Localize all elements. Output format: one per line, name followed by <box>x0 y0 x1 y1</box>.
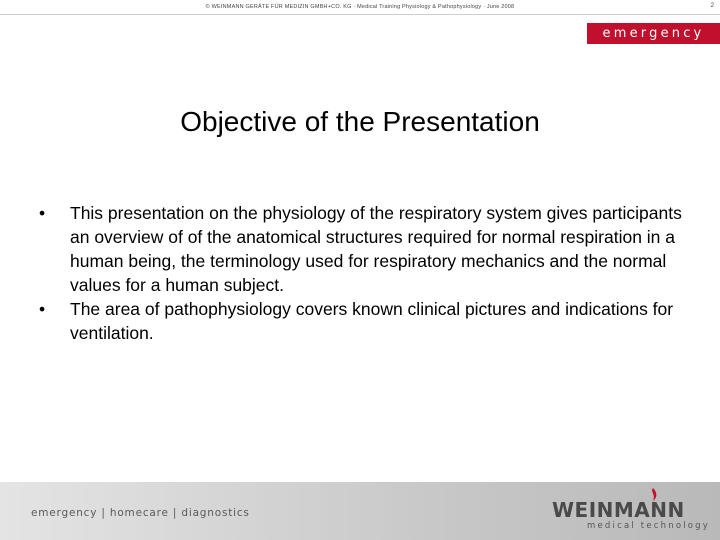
bullet-text: This presentation on the physiology of the respiratory system gives participants an overview of of the anatomical structures required for normal respiration in a human being, the terminology used for respiratory mechanics and the normal values for a human subject. <box>70 203 682 295</box>
bullet-dot-icon: • <box>39 299 46 319</box>
weinmann-logo <box>552 488 711 534</box>
list-item <box>34 297 684 345</box>
emergency-badge-label: emergency <box>602 26 705 41</box>
bullet-dot-icon: • <box>39 203 46 223</box>
slide-title: Objective of the Presentation <box>180 106 540 137</box>
list-item <box>34 201 684 297</box>
footer-tagline: emergency | homecare | diagnostics <box>31 507 250 519</box>
header-divider <box>0 14 720 15</box>
bullet-text: The area of pathophysiology covers known clinical pictures and indications for ventilation. <box>70 299 674 343</box>
header-copyright: © WEINMANN GERÄTE FÜR MEDIZIN GMBH+CO. KG · Medical Training Physiology & Pathophysiology · June 2008 <box>205 4 515 10</box>
logo-subtitle: medical technology <box>587 521 711 531</box>
bullet-list <box>34 201 684 345</box>
logo-wordmark: WEINMANN <box>552 498 685 522</box>
page-number: 2 <box>710 3 714 9</box>
footer-bar <box>0 482 720 540</box>
emergency-badge <box>587 23 720 44</box>
